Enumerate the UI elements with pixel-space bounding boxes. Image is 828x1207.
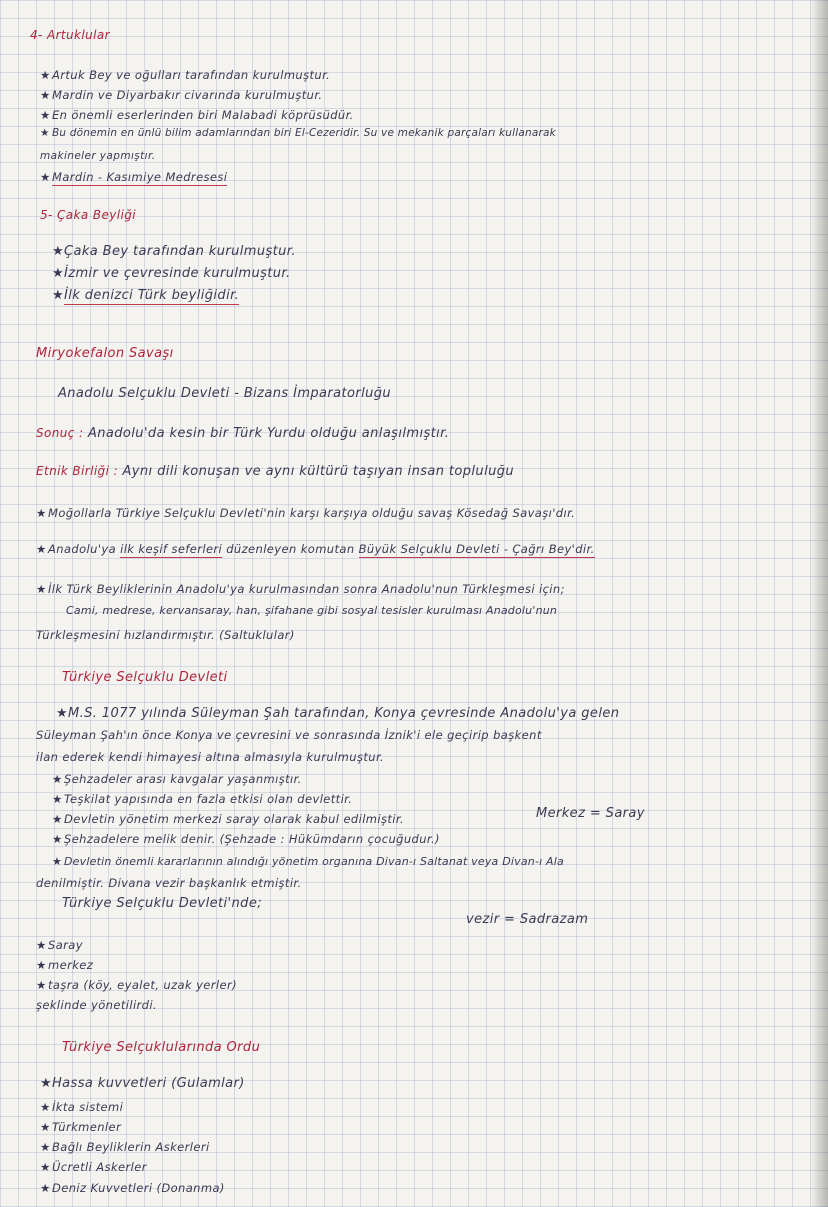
- note-line: Sonuç : Anadolu'da kesin bir Türk Yurdu olduğu anlaşılmıştır.: [36, 426, 450, 441]
- note-line: ★ Devletin önemli kararlarının alındığı yönetim organına Divan-ı Saltanat veya Divan-ı Ala: [52, 855, 564, 868]
- note-line: ★Devletin yönetim merkezi saray olarak kabul edilmiştir.: [52, 812, 405, 826]
- note-line: Türkleşmesini hızlandırmıştır. (Saltuklular): [36, 628, 295, 642]
- note-line: ★ Bu dönemin en ünlü bilim adamlarından biri El-Cezeridir. Su ve mekanik parçaları kullanarak: [40, 127, 556, 139]
- note-line: ★Türkmenler: [40, 1120, 122, 1134]
- note-line: ★İkta sistemi: [40, 1100, 124, 1114]
- note-line: vezir = Sadrazam: [466, 912, 589, 927]
- note-line: ★Artuk Bey ve oğulları tarafından kurulmuştur.: [40, 68, 331, 82]
- note-line: ★Teşkilat yapısında en fazla etkisi olan devlettir.: [52, 792, 353, 806]
- note-line: ★İlk Türk Beyliklerinin Anadolu'ya kurulmasından sonra Anadolu'nun Türkleşmesi için;: [36, 582, 565, 596]
- note-line: ★İzmir ve çevresinde kurulmuştur.: [52, 266, 291, 281]
- note-line: ★Saray: [36, 938, 83, 952]
- note-line: Süleyman Şah'ın önce Konya ve çevresini ve sonrasında İznik'i ele geçirip başkent: [36, 728, 542, 742]
- note-line: ★Şehzadeler arası kavgalar yaşanmıştır.: [52, 772, 302, 786]
- note-line: ★Mardin ve Diyarbakır civarında kurulmuştur.: [40, 88, 323, 102]
- note-line: ★Anadolu'ya ilk keşif seferleri düzenleyen komutan Büyük Selçuklu Devleti - Çağrı Bey'dir.: [36, 542, 595, 556]
- note-line: ★merkez: [36, 958, 94, 972]
- note-line: ★M.S. 1077 yılında Süleyman Şah tarafından, Konya çevresinde Anadolu'ya gelen: [56, 706, 620, 721]
- note-line: ★Çaka Bey tarafından kurulmuştur.: [52, 244, 296, 259]
- section-heading-turkiye-selcuklu: Türkiye Selçuklu Devleti: [62, 670, 228, 685]
- section-heading-ordu: Türkiye Selçuklularında Ordu: [62, 1040, 261, 1055]
- page-edge-shadow: [810, 0, 828, 1207]
- section-heading-artuklular: 4- Artuklular: [30, 28, 110, 42]
- note-line: ★Mardin - Kasımiye Medresesi: [40, 170, 228, 184]
- note-line: Anadolu Selçuklu Devleti - Bizans İmparatorluğu: [58, 386, 392, 401]
- note-line: ★Hassa kuvvetleri (Gulamlar): [40, 1076, 245, 1091]
- note-line: ★Deniz Kuvvetleri (Donanma): [40, 1181, 225, 1195]
- note-line: ★Bağlı Beyliklerin Askerleri: [40, 1140, 210, 1154]
- note-line: Merkez = Saray: [536, 806, 645, 821]
- note-line: ★Moğollarla Türkiye Selçuklu Devleti'nin karşı karşıya olduğu savaş Kösedağ Savaşı'dır.: [36, 506, 576, 520]
- note-line: denilmiştir. Divana vezir başkanlık etmiştir.: [36, 876, 302, 890]
- section-heading-miryokefalon: Miryokefalon Savaşı: [36, 346, 174, 361]
- note-line: ilan ederek kendi himayesi altına almasıyla kurulmuştur.: [36, 750, 385, 764]
- note-line: ★Ücretli Askerler: [40, 1160, 147, 1174]
- note-line: ★Şehzadelere melik denir. (Şehzade : Hükümdarın çocuğudur.): [52, 832, 440, 846]
- note-line: ★taşra (köy, eyalet, uzak yerler): [36, 978, 237, 992]
- section-heading-caka: 5- Çaka Beyliği: [40, 208, 136, 222]
- note-line: Etnik Birliği : Aynı dili konuşan ve aynı kültürü taşıyan insan topluluğu: [36, 464, 515, 479]
- note-line: makineler yapmıştır.: [40, 150, 156, 162]
- note-line: ★En önemli eserlerinden biri Malabadi köprüsüdür.: [40, 108, 354, 122]
- note-line: şeklinde yönetilirdi.: [36, 998, 158, 1012]
- note-line: Cami, medrese, kervansaray, han, şifahane gibi sosyal tesisler kurulması Anadolu'nun: [66, 604, 558, 617]
- note-line: Türkiye Selçuklu Devleti'nde;: [62, 896, 263, 911]
- note-line: ★İlk denizci Türk beyliğidir.: [52, 288, 240, 303]
